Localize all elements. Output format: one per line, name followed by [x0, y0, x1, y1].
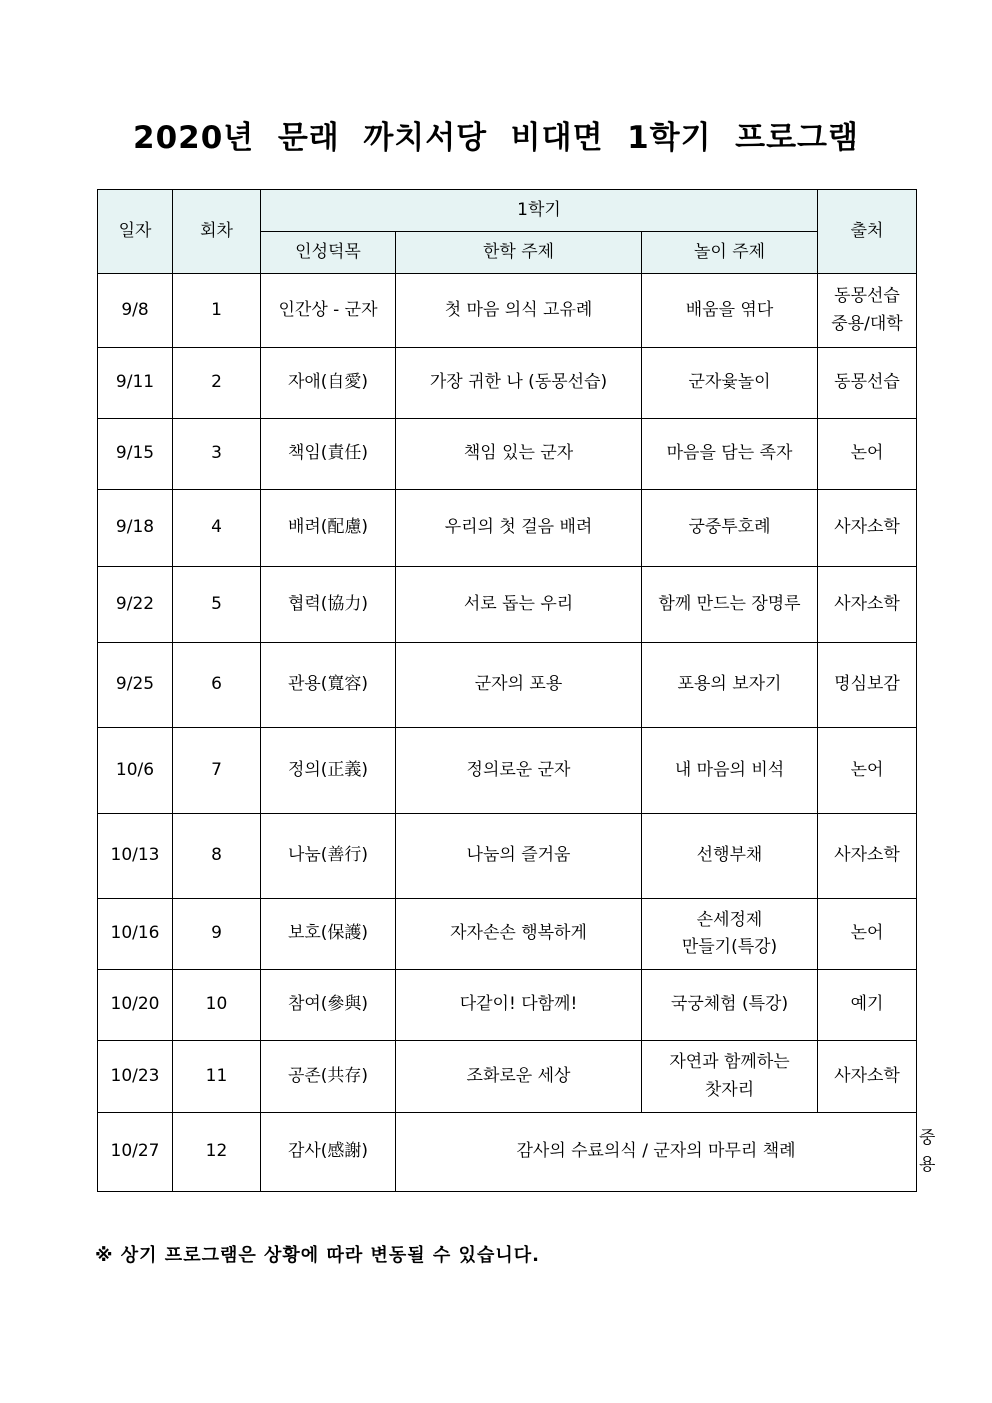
cell-date: 10/27 — [98, 1113, 173, 1192]
cell-date: 9/18 — [98, 490, 173, 567]
cell-source: 사자소학 — [818, 1041, 917, 1113]
cell-session: 9 — [173, 899, 261, 970]
table-row — [98, 419, 917, 490]
cell-source: 명심보감 — [818, 643, 917, 728]
cell-hanhak: 정의로운 군자 — [396, 728, 642, 814]
cell-hanhak: 다같이! 다함께! — [396, 970, 642, 1041]
header-date: 일자 — [98, 190, 173, 274]
cell-source: 논어 — [818, 419, 917, 490]
program-table — [97, 189, 936, 1192]
cell-date: 10/20 — [98, 970, 173, 1041]
cell-virtue: 배려(配慮) — [261, 490, 396, 567]
cell-virtue: 협력(協力) — [261, 567, 396, 643]
page-title: 2020년 문래 까치서당 비대면 1학기 프로그램 — [133, 120, 859, 156]
table-row — [98, 1041, 917, 1113]
cell-date: 9/15 — [98, 419, 173, 490]
cell-hanhak: 나눔의 즐거움 — [396, 814, 642, 899]
cell-virtue: 정의(正義) — [261, 728, 396, 814]
table-row — [98, 490, 917, 567]
cell-play: 마음을 담는 족자 — [642, 419, 818, 490]
table-row — [98, 567, 917, 643]
cell-play: 국궁체험 (특강) — [642, 970, 818, 1041]
cell-hanhak: 군자의 포용 — [396, 643, 642, 728]
table-row — [98, 899, 917, 970]
cell-session: 6 — [173, 643, 261, 728]
table-row — [98, 348, 917, 419]
cell-virtue: 자애(自愛) — [261, 348, 396, 419]
cell-play: 배움을 엮다 — [642, 274, 818, 348]
cell-date: 9/8 — [98, 274, 173, 348]
cell-source: 예기 — [818, 970, 917, 1041]
cell-date: 9/11 — [98, 348, 173, 419]
cell-date: 10/6 — [98, 728, 173, 814]
cell-source: 사자소학 — [818, 490, 917, 567]
cell-virtue: 관용(寬容) — [261, 643, 396, 728]
table-row — [98, 970, 917, 1041]
cell-play: 포용의 보자기 — [642, 643, 818, 728]
cell-source: 논어 — [818, 899, 917, 970]
cell-date: 9/25 — [98, 643, 173, 728]
cell-session: 1 — [173, 274, 261, 348]
table-row — [98, 814, 917, 899]
header-session: 회차 — [173, 190, 261, 274]
header-hanhak: 한학 주제 — [396, 232, 642, 274]
cell-source: 사자소학 — [818, 567, 917, 643]
cell-hanhak: 가장 귀한 나 (동몽선습) — [396, 348, 642, 419]
table-row-final: 10/27 12 감사(感謝) 감사의 수료의식 / 군자의 마무리 책례 중용 — [98, 1113, 917, 1192]
cell-hanhak: 책임 있는 군자 — [396, 419, 642, 490]
cell-session: 10 — [173, 970, 261, 1041]
header-virtue: 인성덕목 — [261, 232, 396, 274]
cell-play: 내 마음의 비석 — [642, 728, 818, 814]
cell-session: 5 — [173, 567, 261, 643]
header-source: 출처 — [818, 190, 917, 274]
cell-play: 궁중투호례 — [642, 490, 818, 567]
cell-session: 4 — [173, 490, 261, 567]
cell-session: 8 — [173, 814, 261, 899]
cell-source: 동몽선습 중용/대학 — [818, 274, 917, 348]
cell-hanhak: 조화로운 세상 — [396, 1041, 642, 1113]
cell-date: 9/22 — [98, 567, 173, 643]
cell-hanhak: 우리의 첫 걸음 배려 — [396, 490, 642, 567]
cell-hanhak: 서로 돕는 우리 — [396, 567, 642, 643]
table-row — [98, 643, 917, 728]
cell-virtue: 책임(責任) — [261, 419, 396, 490]
cell-virtue: 인간상 - 군자 — [261, 274, 396, 348]
cell-date: 10/16 — [98, 899, 173, 970]
cell-play: 선행부채 — [642, 814, 818, 899]
footnote: ※ 상기 프로그램은 상황에 따라 변동될 수 있습니다. — [95, 1245, 540, 1266]
cell-session: 2 — [173, 348, 261, 419]
cell-play: 함께 만드는 장명루 — [642, 567, 818, 643]
cell-session: 11 — [173, 1041, 261, 1113]
cell-combined: 감사의 수료의식 / 군자의 마무리 책례 — [396, 1113, 917, 1192]
cell-source: 사자소학 — [818, 814, 917, 899]
cell-session: 3 — [173, 419, 261, 490]
cell-date: 10/23 — [98, 1041, 173, 1113]
table-row — [98, 728, 917, 814]
cell-virtue: 공존(共存) — [261, 1041, 396, 1113]
cell-virtue: 감사(感謝) — [261, 1113, 396, 1192]
cell-virtue: 참여(參與) — [261, 970, 396, 1041]
header-semester: 1학기 — [261, 190, 818, 232]
header-row — [98, 190, 917, 232]
cell-hanhak: 자자손손 행복하게 — [396, 899, 642, 970]
table-row — [98, 274, 917, 348]
cell-session: 7 — [173, 728, 261, 814]
cell-session: 12 — [173, 1113, 261, 1192]
cell-date: 10/13 — [98, 814, 173, 899]
header-play: 놀이 주제 — [642, 232, 818, 274]
cell-virtue: 보호(保護) — [261, 899, 396, 970]
cell-play: 자연과 함께하는 찻자리 — [642, 1041, 818, 1113]
cell-source: 동몽선습 — [818, 348, 917, 419]
cell-source: 논어 — [818, 728, 917, 814]
cell-play: 손세정제 만들기(특강) — [642, 899, 818, 970]
cell-virtue: 나눔(善行) — [261, 814, 396, 899]
cell-hanhak: 첫 마음 의식 고유례 — [396, 274, 642, 348]
cell-play: 군자윷놀이 — [642, 348, 818, 419]
